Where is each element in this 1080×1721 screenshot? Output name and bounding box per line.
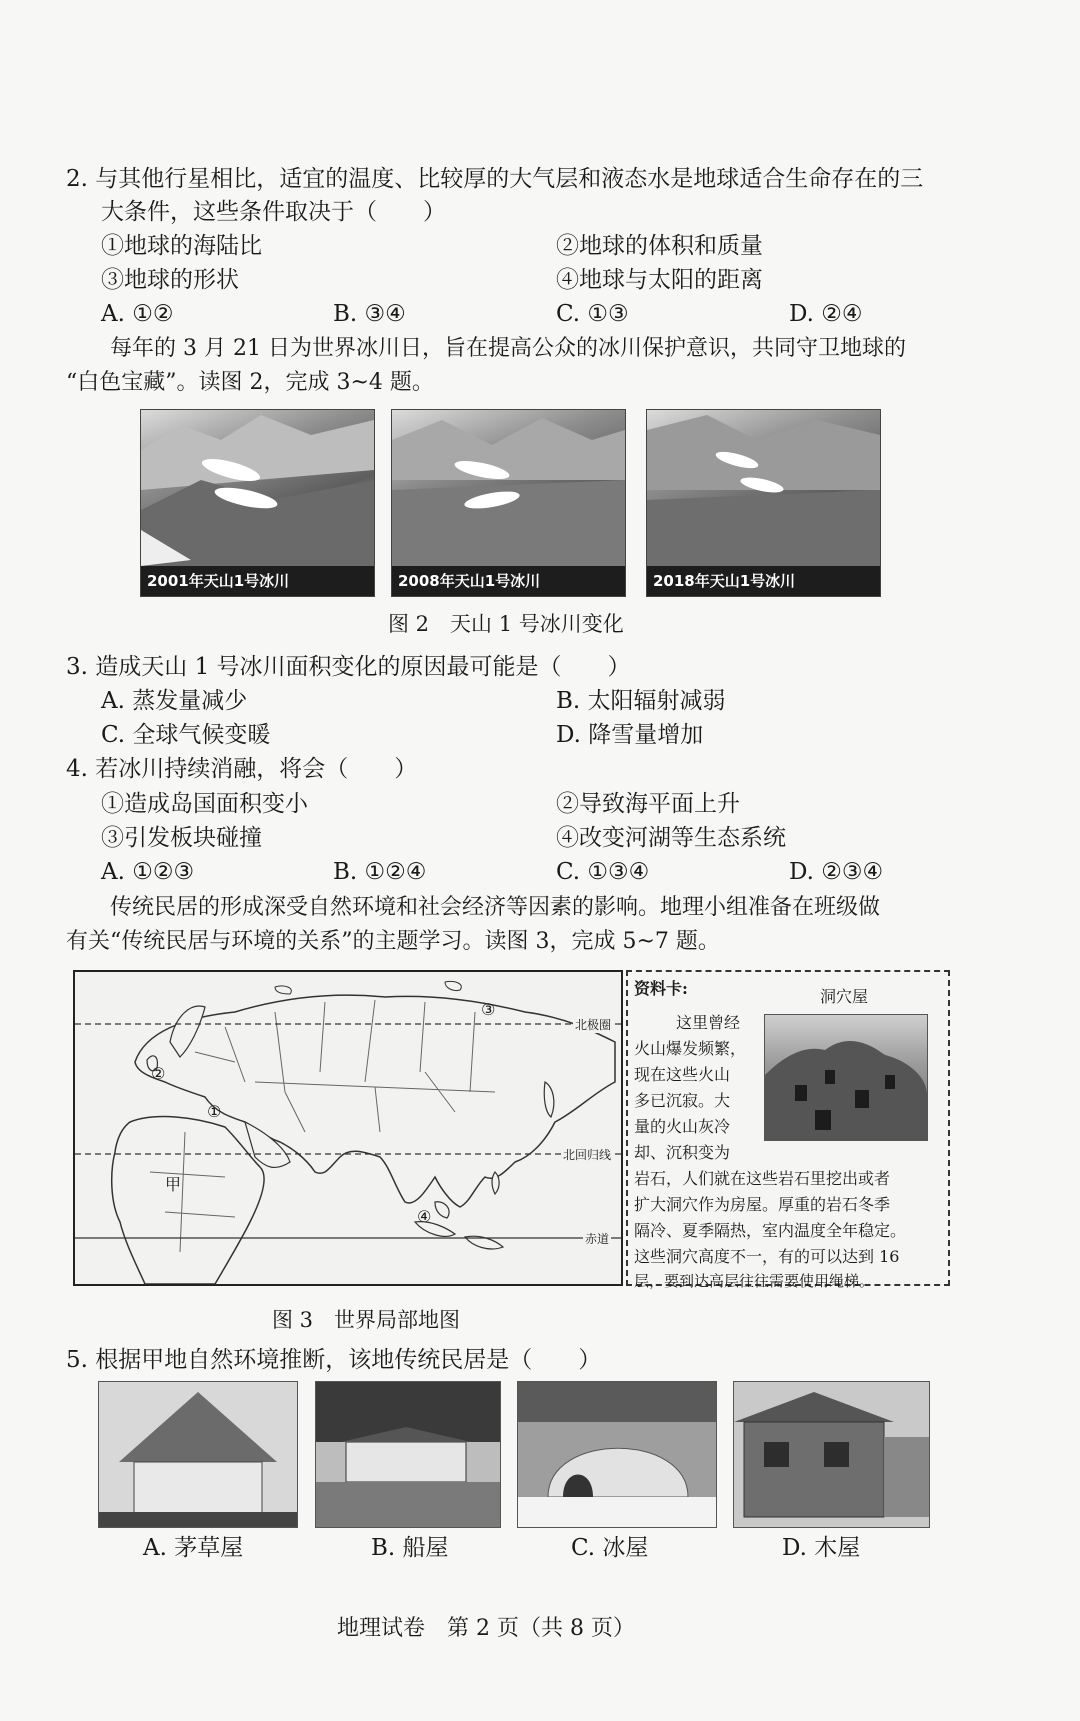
glacier-photo-2001 <box>140 409 375 597</box>
equator-label: 赤道 <box>585 1232 610 1246</box>
cave-house-photo <box>764 1014 928 1141</box>
intro2-line2: 有关“传统民居与环境的关系”的主题学习。读图 3，完成 5~7 题。 <box>66 929 720 954</box>
photo-label-2008: 2008年天山1号冰川 <box>392 566 626 596</box>
tropic-of-cancer-label: 北回归线 <box>563 1148 612 1162</box>
q2-option-b: B. ③④ <box>333 301 406 327</box>
arctic-circle-label: 北极圈 <box>575 1018 612 1032</box>
intro1-line1: 每年的 3 月 21 日为世界冰川日，旨在提高公众的冰川保护意识，共同守卫地球的 <box>110 336 906 361</box>
q4-item-3: ③引发板块碰撞 <box>101 825 262 851</box>
map-drawing <box>75 972 621 1284</box>
q3-option-b: B. 太阳辐射减弱 <box>556 688 726 714</box>
page-footer: 地理试卷 第 2 页（共 8 页） <box>337 1616 635 1641</box>
card-line: 现在这些火山 <box>634 1065 731 1084</box>
igloo-illustration <box>518 1382 716 1527</box>
place-jia-label: 甲 <box>165 1175 182 1194</box>
intro2-line1: 传统民居的形成深受自然环境和社会经济等因素的影响。地理小组准备在班级做 <box>110 895 881 920</box>
card-line: 多已沉寂。大 <box>634 1091 731 1110</box>
card-line: 扩大洞穴作为房屋。厚重的岩石冬季 <box>634 1195 891 1214</box>
igloo-photo <box>517 1381 717 1528</box>
map-mark-3: ③ <box>481 1000 496 1019</box>
card-line: 量的火山灰冷 <box>634 1117 731 1136</box>
cave-house-illustration <box>765 1015 927 1140</box>
card-line: 这些洞穴高度不一，有的可以达到 16 <box>634 1247 900 1266</box>
card-line: 层，要到达高层往往需要使用绳梯。 <box>634 1272 875 1290</box>
photo-label-2018: 2018年天山1号冰川 <box>647 566 881 596</box>
card-line: 火山爆发频繁， <box>634 1039 747 1058</box>
card-line: 这里曾经 <box>676 1013 741 1032</box>
q4-item-2: ②导致海平面上升 <box>556 791 740 817</box>
q2-item-3: ③地球的形状 <box>101 267 239 293</box>
figure3-caption: 图 3 世界局部地图 <box>272 1308 461 1332</box>
q4-option-c: C. ①③④ <box>556 859 650 885</box>
q2-stem-line1: 2. 与其他行星相比，适宜的温度、比较厚的大气层和液态水是地球适合生命存在的三 <box>66 166 924 192</box>
q4-item-1: ①造成岛国面积变小 <box>101 791 308 817</box>
q4-item-4: ④改变河湖等生态系统 <box>556 825 786 851</box>
q2-option-c: C. ①③ <box>556 301 629 327</box>
q5-stem: 5. 根据甲地自然环境推断，该地传统民居是（ ） <box>66 1347 602 1373</box>
q3-option-d: D. 降雪量增加 <box>556 722 704 748</box>
card-line: 岩石，人们就在这些岩石里挖出或者 <box>634 1169 891 1188</box>
q2-item-1: ①地球的海陆比 <box>101 233 262 259</box>
q4-stem: 4. 若冰川持续消融，将会（ ） <box>66 756 418 782</box>
wooden-house-illustration <box>734 1382 929 1527</box>
q2-item-4: ④地球与太阳的距离 <box>556 267 763 293</box>
map-mark-1: ① <box>207 1102 222 1121</box>
boat-house-photo <box>315 1381 501 1528</box>
figure2-caption: 图 2 天山 1 号冰川变化 <box>388 612 624 636</box>
q4-option-a: A. ①②③ <box>101 859 195 885</box>
q5-option-d: D. 木屋 <box>782 1535 861 1561</box>
world-partial-map <box>73 970 623 1286</box>
q4-option-b: B. ①②④ <box>333 859 427 885</box>
thatched-hut-illustration <box>99 1382 297 1527</box>
resource-card <box>626 970 950 1290</box>
q5-option-c: C. 冰屋 <box>571 1535 649 1561</box>
q3-option-c: C. 全球气候变暖 <box>101 722 271 748</box>
photo-label-2001: 2001年天山1号冰川 <box>141 566 375 596</box>
card-line: 却、沉积变为 <box>634 1143 731 1162</box>
q5-option-b: B. 船屋 <box>371 1535 449 1561</box>
cave-house-photo-title: 洞穴屋 <box>820 987 869 1006</box>
q2-item-2: ②地球的体积和质量 <box>556 233 763 259</box>
q2-option-a: A. ①② <box>101 301 174 327</box>
card-title: 资料卡: <box>634 979 688 998</box>
q2-stem-line2: 大条件，这些条件取决于（ ） <box>101 199 446 225</box>
glacier-photo-2018 <box>646 409 881 597</box>
boat-house-illustration <box>316 1382 500 1527</box>
thatched-hut-photo <box>98 1381 298 1528</box>
q2-option-d: D. ②④ <box>789 301 863 327</box>
wooden-house-photo <box>733 1381 930 1528</box>
card-line: 隔冷、夏季隔热，室内温度全年稳定。 <box>634 1221 907 1240</box>
glacier-photo-2008 <box>391 409 626 597</box>
q3-stem: 3. 造成天山 1 号冰川面积变化的原因最可能是（ ） <box>66 654 631 680</box>
map-mark-2: ② <box>151 1064 166 1083</box>
q5-option-a: A. 茅草屋 <box>143 1535 244 1561</box>
map-mark-4: ④ <box>417 1207 432 1226</box>
q3-option-a: A. 蒸发量减少 <box>101 688 248 714</box>
intro1-line2: “白色宝藏”。读图 2，完成 3~4 题。 <box>66 370 434 395</box>
q4-option-d: D. ②③④ <box>789 859 884 885</box>
